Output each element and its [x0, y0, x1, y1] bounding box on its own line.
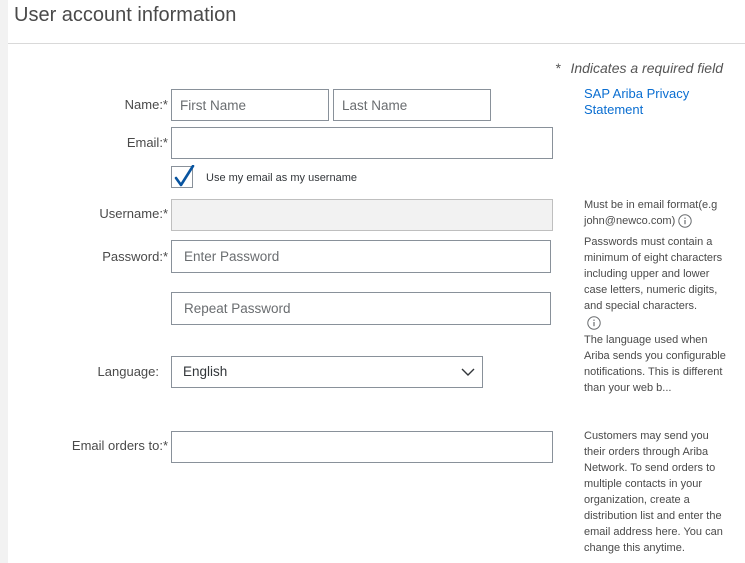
password-help-text: Passwords must contain a minimum of eight characters including upper and lower case letters, numeric digits, and special characters. — [584, 236, 723, 312]
info-icon[interactable] — [678, 214, 692, 228]
password-input[interactable] — [171, 240, 551, 273]
use-email-as-username-label: Use my email as my username — [206, 172, 357, 184]
info-icon[interactable] — [587, 316, 601, 330]
first-name-input[interactable] — [171, 89, 329, 121]
chevron-down-icon — [461, 366, 475, 378]
password-label: Password:* — [102, 249, 168, 264]
privacy-statement-link[interactable]: SAP Ariba Privacy Statement — [584, 86, 690, 117]
checkmark-icon — [173, 165, 195, 189]
use-email-as-username-checkbox[interactable] — [171, 166, 193, 188]
password-help — [584, 234, 729, 331]
email-input[interactable] — [171, 127, 553, 159]
language-label: Language: — [97, 364, 159, 379]
repeat-password-input[interactable] — [171, 292, 551, 325]
last-name-input[interactable] — [333, 89, 491, 121]
email-orders-help: Customers may send you their orders through Ariba Network. To send orders to multiple contacts in your organization, create a distribution list and enter the email address here. You can change this anytime. — [584, 430, 723, 554]
language-select[interactable] — [171, 356, 483, 388]
required-star: * — [555, 60, 561, 76]
username-input[interactable] — [171, 199, 553, 231]
email-orders-label: Email orders to:* — [71, 438, 168, 453]
email-label: Email:* — [126, 135, 168, 150]
username-help — [584, 197, 729, 229]
email-orders-input[interactable] — [171, 431, 553, 463]
required-field-note — [555, 60, 723, 76]
language-selected-value: English — [183, 364, 228, 379]
username-label: Username:* — [99, 206, 168, 221]
username-help-text: Must be in email format(e.g john@newco.com) — [584, 199, 718, 227]
page-title: User account information — [14, 4, 237, 26]
language-help: The language used when Ariba sends you configurable notifications. This is different than your web b... — [584, 334, 726, 394]
left-gutter — [0, 0, 8, 563]
page-header — [8, 0, 745, 44]
required-field-text: Indicates a required field — [570, 60, 723, 76]
name-label: Name:* — [124, 97, 168, 112]
